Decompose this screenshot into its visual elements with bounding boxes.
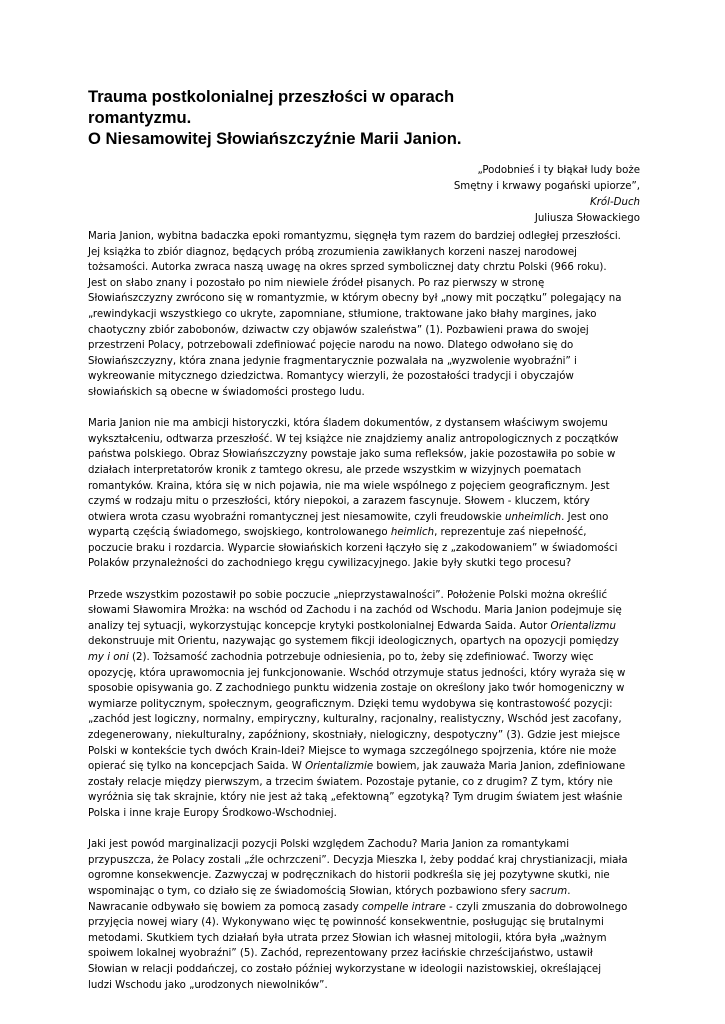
text-line [88,510,643,526]
text-line: przyjęcia nowej wiary (4). Wykonywano więc tę powinność konsekwentnie, posługując się brutalnymi [88,917,604,929]
epigraph-author: Juliusza Słowackiego [534,213,640,224]
text-line: sposobie opisywania go. Z zachodniego punktu widzenia zostaje on określony jako twór homogeniczny w [88,683,625,695]
text-run: wspominając o tym, co działo się ze świadomością Słowian, których pozbawiono sfery [88,885,530,897]
text-line [88,525,643,541]
text-line: wyróżnia się tak skrajnie, który nie jest aż taką „efektowną” egzotyką? Tym drugim światem jest właśnie [88,792,623,804]
paragraph-3 [88,588,643,822]
italic-term: Orientalizmie [305,761,374,773]
title-line-3: O Niesamowitej Słowiańszczyźnie Marii Janion. [88,129,462,148]
text-line: Słowian w relacji poddańczej, co zostało później wykorzystane w ideologii nazistowskiej, określającej [88,963,602,975]
text-line: wykreowanie mitycznego dziedzictwa. Romantycy wierzyli, że pozostałości tradycji i obyczajów [88,371,574,383]
text-run: wypartą częścią świadomego, swojskiego, kontrolowanego [88,527,391,539]
text-run: bowiem, jak zauważa Maria Janion, zdefiniowane [373,761,626,773]
italic-term: my i oni [88,652,129,664]
text-line: ogromne konsekwencje. Zazwyczaj w podręcznikach do historii podkreśla się jej pozytywne skutki, nie [88,870,610,882]
text-line: chaotyczny zbiór zabobonów, dziwactw czy objawów szaleństwa” (1). Pozbawieni prawa do swojej [88,324,589,336]
text-line: Przede wszystkim pozostawił po sobie poczucie „nieprzystawalności”. Położenie Polski można określić [88,589,608,601]
epigraph [454,163,640,227]
paragraph-4 [88,837,643,993]
italic-term: unheimlich [505,511,562,523]
text-line: Maria Janion nie ma ambicji historyczki, która śladem dokumentów, z dystansem właściwym swojemu [88,418,608,430]
text-line: działach interpretatorów kronik z tamtego okresu, ale przede wszystkim w wizyjnych poematach [88,464,582,476]
text-line: Maria Janion, wybitna badaczka epoki romantyzmu, sięgnęła tym razem do bardziej odległej przeszłości. [88,231,621,242]
text-line: Jej książka to zbiór diagnoz, będących próbą zrozumienia zawikłanych korzeni naszej narodowej [88,246,577,258]
text-run: , reprezentuje zaś niepełność, [434,527,587,539]
text-line: zdegenerowany, niekulturalny, zapóźniony, skostniały, nielogiczny, despotyczny” (3). Gdzie jest miejsce [88,730,620,741]
text-line: poczucie braku i rozdarcia. Wyparcie słowiańskich korzeni łączyło się z „zakodowaniem” w świadomości [88,542,618,554]
paragraph-1 [88,229,643,401]
epigraph-line-1: „Podobnieś i ty błąkał ludy boże [477,165,640,176]
text-run: Nawracanie odbywało się bowiem za pomocą zasady [88,901,362,913]
text-line: słowiańskich są obecne w świadomości prostego ludu. [88,386,365,398]
italic-term: heimlich [390,527,435,539]
title-line-2: romantyzmu. [88,108,192,127]
text-line: opozycję, która uprawomocnia jej funkcjonowanie. Wschód otrzymuje status jedności, który wyraża się w [88,667,626,679]
text-run: . [567,885,571,897]
text-run: otwiera wrota czasu wyobraźni romantycznej jest niesamowite, czyli freudowskie [88,511,506,523]
text-line: przypuszcza, że Polacy zostali „źle ochrzczeni”. Decyzja Mieszka I, żeby poddać kraj chrystianizacji, miała [88,854,628,866]
epigraph-line-3 [454,195,640,227]
text-line: Polska i inne kraje Europy Środkowo-Wschodniej. [88,807,337,819]
text-line: Jaki jest powód marginalizacji pozycji Polski względem Zachodu? Maria Janion za romantykami [88,839,570,851]
text-line: dekonstruuje mit Orientu, nazywając go systemem fikcji ideologicznych, opartych na opozycji pomiędzy [88,636,619,648]
text-line [88,884,643,900]
text-line: ludzi Wschodu jako „urodzonych niewolników”. [88,979,328,991]
text-line: „rewindykacji wszystkiego co ukryte, zapomniane, stłumione, traktowane jako błahy margines, jako [88,308,597,320]
text-line: Polski w kontekście tych dwóch Krain-Idei? Miejsce to wymaga szczególnego spojrzenia, które nie może [88,745,617,757]
text-line: metodami. Skutkiem tych działań była utrata przez Słowian ich własnej mitologii, która była „ważnym [88,932,607,944]
text-line: wymiarze politycznym, społecznym, geograficznym. Dzięki temu wydobywa się kontrastowość pozycji: [88,698,613,710]
paragraph-2 [88,416,643,572]
text-line: Polaków przynależności do zachodniego kręgu cywilizacyjnego. Jakie były skutki tego procesu? [88,558,572,570]
text-line [88,759,643,775]
text-line: spoiwem lokalnej wyobraźni” (5). Zachód, reprezentowany przez łacińskie chrześcijaństwo, ustawił [88,948,593,960]
text-line [88,650,643,666]
text-line: Jest on słabo znany i pozostało po nim niewiele źródeł pisanych. Po raz pierwszy w stronę [88,277,545,289]
text-line: przestrzeni Polacy, potrzebowali zdefiniować pojęcie narodu na nowo. Dlatego odwołano się do [88,340,574,352]
text-run: (2). Tożsamość zachodnia potrzebuje odniesienia, po to, żeby się zdefiniować. Tworzy więc [128,652,594,664]
text-line: Słowiańszczyzny zwrócono się w romantyzmie, w którym obecny był „nowy mit początku” polegający na [88,293,622,305]
article-body [88,229,643,1009]
text-run: opierać się tylko na koncepcjach Saida. W [88,761,306,773]
text-line: „zachód jest logiczny, normalny, empiryczny, kulturalny, racjonalny, realistyczny, Wschód jest zacofany, [88,714,622,726]
text-line: słowami Sławomira Mrożka: na wschód od Zachodu i na zachód od Wschodu. Maria Janion podejmuje się [88,605,622,617]
text-line: romantyków. Kraina, która się w nich pojawia, nie ma wiele wspólnego z pojęciem geograficznym. Jest [88,480,610,492]
text-line [88,900,643,916]
text-run: . Jest ono [561,511,609,523]
text-line: państwa polskiego. Obraz Słowiańszczyzny powstaje jako suma refleksów, jakie pozostawiła po sobie w [88,449,616,461]
italic-term: compelle intrare [361,901,446,913]
page-title [88,86,648,149]
text-run: analizy tej sytuacji, wykorzystując koncepcje krytyki postkolonialnej Edwarda Saida. Autor [88,620,551,632]
italic-term: Orientalizmu [550,620,616,632]
italic-term: sacrum [529,885,568,897]
epigraph-work-title: Król-Duch [590,197,640,208]
text-line [88,619,643,635]
text-run: - czyli zmuszania do dobrowolnego [445,901,628,913]
text-line: zostały relacje między pierwszym, a trzecim światem. Pozostaje pytanie, co z drugim? Z tym, który nie [88,776,613,788]
text-line: czymś w rodzaju mitu o przeszłości, który niepokoi, a zarazem fascynuje. Słowem - kluczem, który [88,496,590,508]
text-line: wykształceniu, odtwarza przeszłość. W tej książce nie znajdziemy analiz antropologicznych z początków [88,433,619,445]
title-line-1: Trauma postkolonialnej przeszłości w oparach [88,87,455,106]
text-line: Słowiańszczyzny, która znana jedynie fragmentarycznie pozwalała na „wyzwolenie wyobraźni” i [88,355,577,367]
epigraph-line-2: Smętny i krwawy pogański upiorze”, [453,181,640,192]
text-line: tożsamości. Autorka zwraca naszą uwagę na okres sprzed symbolicznej daty chrztu Polski (966 roku). [88,262,607,274]
